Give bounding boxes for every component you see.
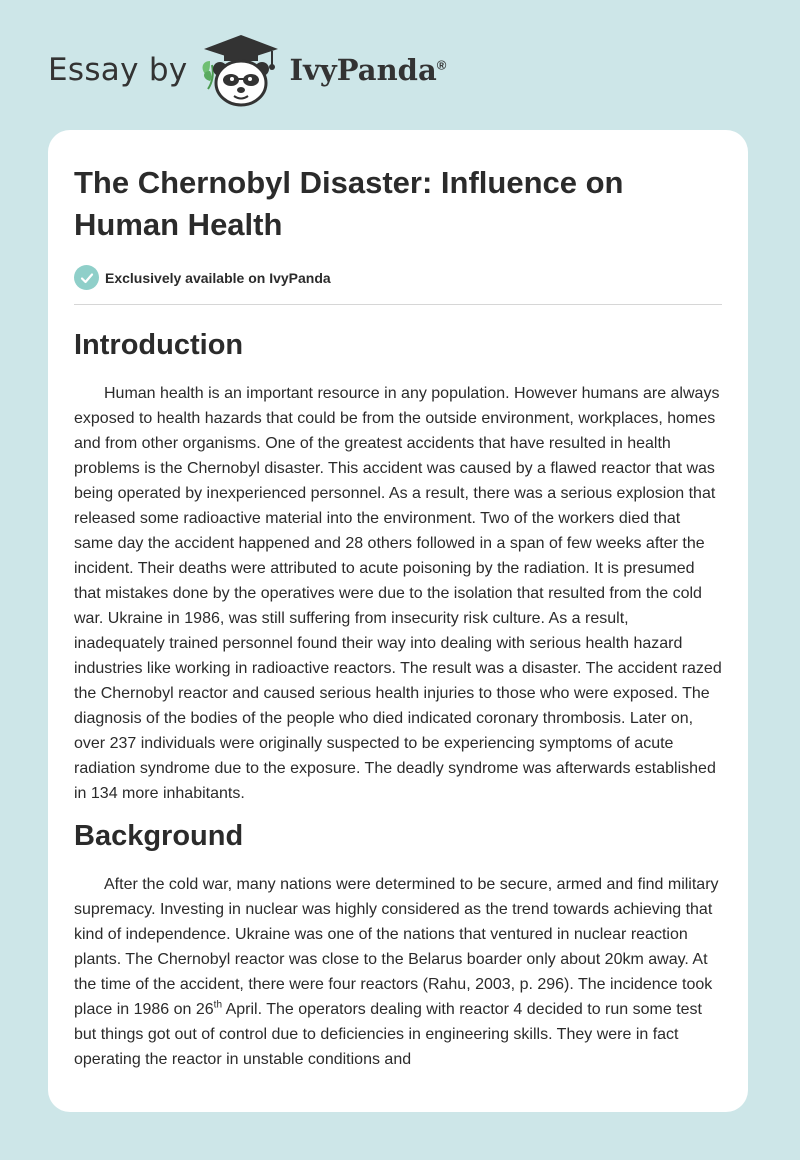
essay-title: The Chernobyl Disaster: Influence on Human Health bbox=[74, 165, 624, 242]
introduction-paragraph: Human health is an important resource in any population. However humans are always exposed to health hazards that could be from the outside environment, workplaces, homes and from other organisms. One of the greatest accidents that have resulted in health problems is the Chernobyl disaster. This accident was caused by a flawed reactor that was being operated by inexperienced personnel. As a result, there was a serious explosion that released some radioactive material into the environment. Two of the workers died that same day the accident happened and 28 others followed in a span of few weeks after the incident. Their deaths were attributed to acute poisoning by the radiation. It is presumed that mistakes done by the operatives were due to the isolation that resulted from the cold war. Ukraine in 1986, was still suffering from insecurity risk culture. As a result, inadequately trained personnel found their way into dealing with serious health hazard industries like working in radioactive reactors. The result was a disaster. The accident razed the Chernobyl reactor and caused serious health injuries to those who were exposed. The diagnosis of the bodies of the people who died indicated coronary thrombosis. Later on, over 237 individuals were originally suspected to be experiencing symptoms of acute radiation syndrome due to the exposure. The deadly syndrome was afterwards established in 134 more inhabitants. bbox=[74, 385, 722, 802]
section-heading-introduction: Introduction bbox=[74, 329, 244, 361]
site-header bbox=[48, 30, 446, 110]
exclusive-badge bbox=[74, 265, 722, 305]
background-text-part-2: April. The operators dealing with reactor 4 decided to run some test but things got out of control due to deficiencies in engineering skills. They were in fact operating the reactor in unstable conditions and bbox=[74, 1001, 702, 1068]
background-text-part-1: After the cold war, many nations were determined to be secure, armed and find military supremacy. Investing in nuclear was highly considered as the trend towards achieving that kind of independence. Ukraine was one of the nations that ventured in nuclear reaction plants. The Chernobyl reactor was close to the Belarus boarder only about 20km away. At the time of the accident, there were four reactors (Rahu, 2003, p. 296). The incidence took place in 1986 on 26 bbox=[74, 876, 719, 1018]
essay-card bbox=[48, 130, 748, 1112]
ivypanda-logo[interactable] bbox=[198, 31, 447, 109]
ordinal-suffix: th bbox=[213, 999, 223, 1011]
section-heading-background: Background bbox=[74, 820, 244, 852]
essay-by-label: Essay by bbox=[48, 52, 188, 88]
background-paragraph bbox=[74, 872, 722, 1072]
brand-name: IvyPanda® bbox=[289, 53, 447, 87]
exclusive-badge-text: Exclusively available on IvyPanda bbox=[105, 269, 331, 286]
check-circle-icon bbox=[74, 265, 99, 290]
registered-mark: ® bbox=[436, 57, 447, 73]
panda-graduate-icon bbox=[198, 31, 284, 109]
